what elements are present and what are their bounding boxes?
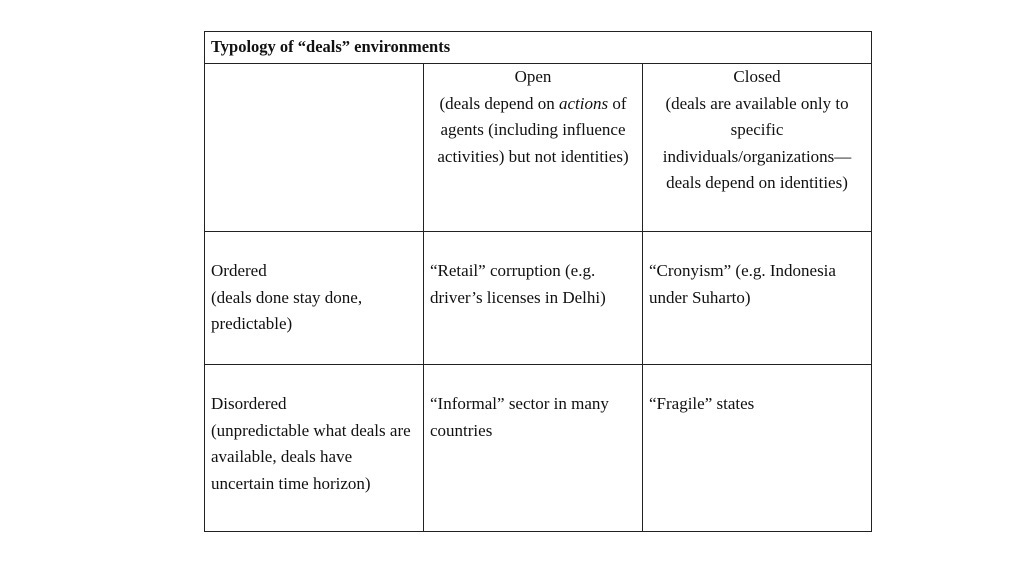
header-row — [205, 64, 872, 232]
typology-table — [204, 31, 872, 532]
column-desc-open-pre: (deals depend on — [439, 93, 559, 113]
table-row-ordered — [205, 232, 872, 365]
cell-disordered-open: “Informal” sector in many countries — [424, 365, 643, 532]
cell-ordered-open: “Retail” corruption (e.g. driver’s licenses in Delhi) — [424, 232, 643, 365]
row-label-ordered: Ordered — [211, 261, 267, 280]
title-row — [205, 32, 872, 64]
column-header-closed — [643, 64, 872, 232]
table-title: Typology of “deals” environments — [205, 32, 872, 64]
corner-cell — [205, 64, 424, 232]
row-header-ordered — [205, 232, 424, 365]
row-desc-ordered: (deals done stay done, predictable) — [211, 287, 363, 333]
row-label-disordered: Disordered — [211, 394, 287, 413]
column-header-open — [424, 64, 643, 232]
row-header-disordered — [205, 365, 424, 532]
column-label-open: Open — [514, 67, 552, 86]
column-desc-closed: (deals are available only to specific individuals/organizations—deals depend on identities) — [662, 93, 852, 192]
cell-ordered-closed: “Cronyism” (e.g. Indonesia under Suharto) — [643, 232, 872, 365]
table-row-disordered — [205, 365, 872, 532]
column-label-closed: Closed — [733, 67, 781, 86]
row-desc-disordered: (unpredictable what deals are available, deals have uncertain time horizon) — [211, 420, 411, 493]
column-desc-open-em: actions — [558, 93, 609, 113]
cell-disordered-closed: “Fragile” states — [643, 365, 872, 532]
column-desc-open-post: of agents (including influence activities) but not identities) — [437, 93, 629, 166]
